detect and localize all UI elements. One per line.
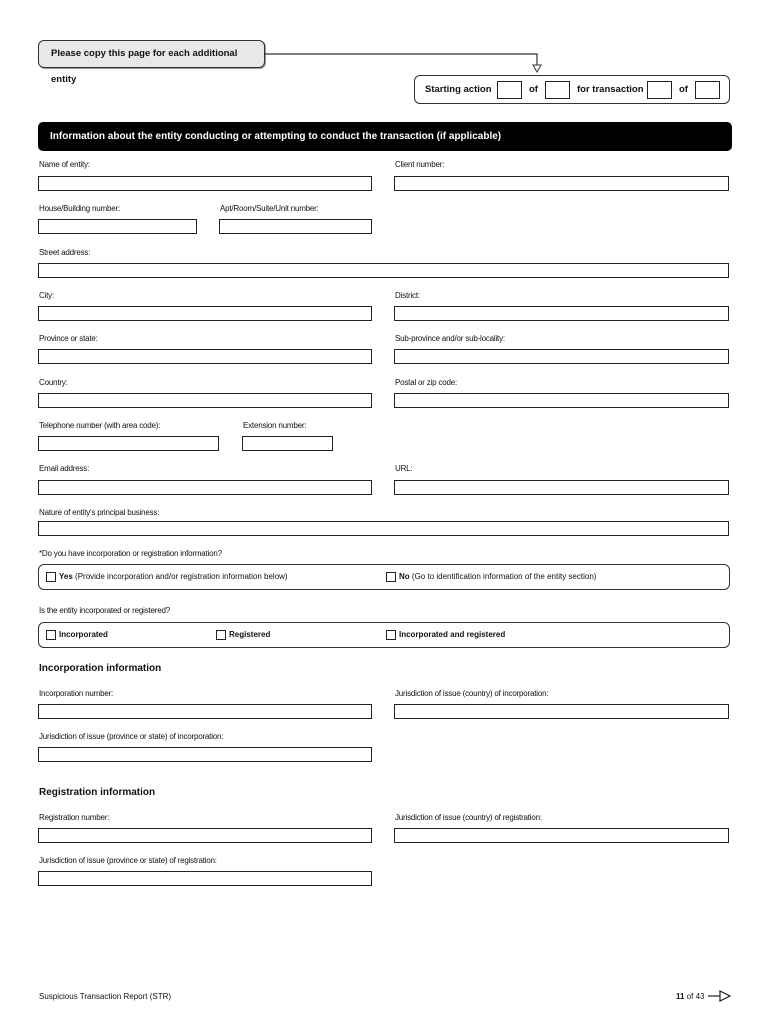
house-building-number-field[interactable]: [38, 219, 197, 234]
registration-number-label: Registration number:: [39, 813, 110, 822]
nature-of-business-label: Nature of entity's principal business:: [39, 508, 160, 517]
incorporation-jurisdiction-province-label: Jurisdiction of issue (province or state) of incorporation:: [39, 732, 224, 741]
district-field[interactable]: [394, 306, 729, 321]
for-transaction-label: for transaction: [577, 84, 644, 95]
incorporated-and-registered-option-label: Incorporated and registered: [399, 630, 506, 639]
yes-checkbox[interactable]: [46, 572, 56, 582]
province-state-field[interactable]: [38, 349, 372, 364]
name-of-entity-field[interactable]: [38, 176, 372, 191]
apt-room-field[interactable]: [219, 219, 372, 234]
incorporated-question-options: [38, 622, 730, 648]
registration-number-field[interactable]: [38, 828, 372, 843]
house-building-number-label: House/Building number:: [39, 204, 120, 213]
street-address-field[interactable]: [38, 263, 729, 278]
registration-jurisdiction-province-label: Jurisdiction of issue (province or state) of registration:: [39, 856, 217, 865]
incorporation-question-options: [38, 564, 730, 590]
client-number-field[interactable]: [394, 176, 729, 191]
copy-page-note: Please copy this page for each additional entity: [38, 40, 265, 68]
email-field[interactable]: [38, 480, 372, 495]
transaction-number-field[interactable]: [647, 81, 672, 99]
incorporation-question-label: *Do you have incorporation or registration information?: [39, 549, 222, 558]
sub-province-label: Sub-province and/or sub-locality:: [395, 334, 505, 343]
incorporated-question-label: Is the entity incorporated or registered?: [39, 606, 170, 615]
incorporation-jurisdiction-province-field[interactable]: [38, 747, 372, 762]
section-header: Information about the entity conducting or attempting to conduct the transaction (if applicable): [38, 122, 732, 151]
connector-arrow-icon: [265, 48, 550, 76]
extension-label: Extension number:: [243, 421, 307, 430]
sub-province-field[interactable]: [394, 349, 729, 364]
no-option-label: No (Go to identification information of the entity section): [399, 572, 597, 581]
registered-option-label: Registered: [229, 630, 271, 639]
no-checkbox[interactable]: [386, 572, 396, 582]
report-name: Suspicious Transaction Report (STR): [39, 992, 172, 1001]
registered-checkbox[interactable]: [216, 630, 226, 640]
country-label: Country:: [39, 378, 68, 387]
incorporated-and-registered-checkbox[interactable]: [386, 630, 396, 640]
incorporation-info-title: Incorporation information: [39, 663, 162, 674]
district-label: District:: [395, 291, 420, 300]
postal-code-field[interactable]: [394, 393, 729, 408]
registration-jurisdiction-country-field[interactable]: [394, 828, 729, 843]
extension-field[interactable]: [242, 436, 333, 451]
total-transactions-field[interactable]: [695, 81, 720, 99]
city-label: City:: [39, 291, 55, 300]
registration-info-title: Registration information: [39, 787, 156, 798]
total-actions-field[interactable]: [545, 81, 570, 99]
telephone-label: Telephone number (with area code):: [39, 421, 161, 430]
province-state-label: Province or state:: [39, 334, 98, 343]
street-address-label: Street address:: [39, 248, 91, 257]
url-label: URL:: [395, 464, 413, 473]
incorporation-number-field[interactable]: [38, 704, 372, 719]
page-number: 11 of 43: [676, 992, 705, 1001]
starting-action-field[interactable]: [497, 81, 522, 99]
name-of-entity-label: Name of entity:: [39, 160, 90, 169]
telephone-field[interactable]: [38, 436, 219, 451]
incorporation-jurisdiction-country-field[interactable]: [394, 704, 729, 719]
client-number-label: Client number:: [395, 160, 445, 169]
apt-room-label: Apt/Room/Suite/Unit number:: [220, 204, 319, 213]
country-field[interactable]: [38, 393, 372, 408]
starting-action-panel: [414, 75, 730, 104]
email-label: Email address:: [39, 464, 90, 473]
next-page-arrow-icon: [708, 990, 732, 1002]
yes-option-label: Yes (Provide incorporation and/or registration information below): [59, 572, 288, 581]
starting-action-label: Starting action: [425, 84, 492, 95]
incorporation-number-label: Incorporation number:: [39, 689, 114, 698]
nature-of-business-field[interactable]: [38, 521, 729, 536]
registration-jurisdiction-country-label: Jurisdiction of issue (country) of registration:: [395, 813, 542, 822]
url-field[interactable]: [394, 480, 729, 495]
city-field[interactable]: [38, 306, 372, 321]
of-label-1: of: [529, 84, 538, 95]
incorporated-option-label: Incorporated: [59, 630, 108, 639]
of-label-2: of: [679, 84, 688, 95]
postal-code-label: Postal or zip code:: [395, 378, 458, 387]
registration-jurisdiction-province-field[interactable]: [38, 871, 372, 886]
incorporation-jurisdiction-country-label: Jurisdiction of issue (country) of incorporation:: [395, 689, 549, 698]
incorporated-checkbox[interactable]: [46, 630, 56, 640]
